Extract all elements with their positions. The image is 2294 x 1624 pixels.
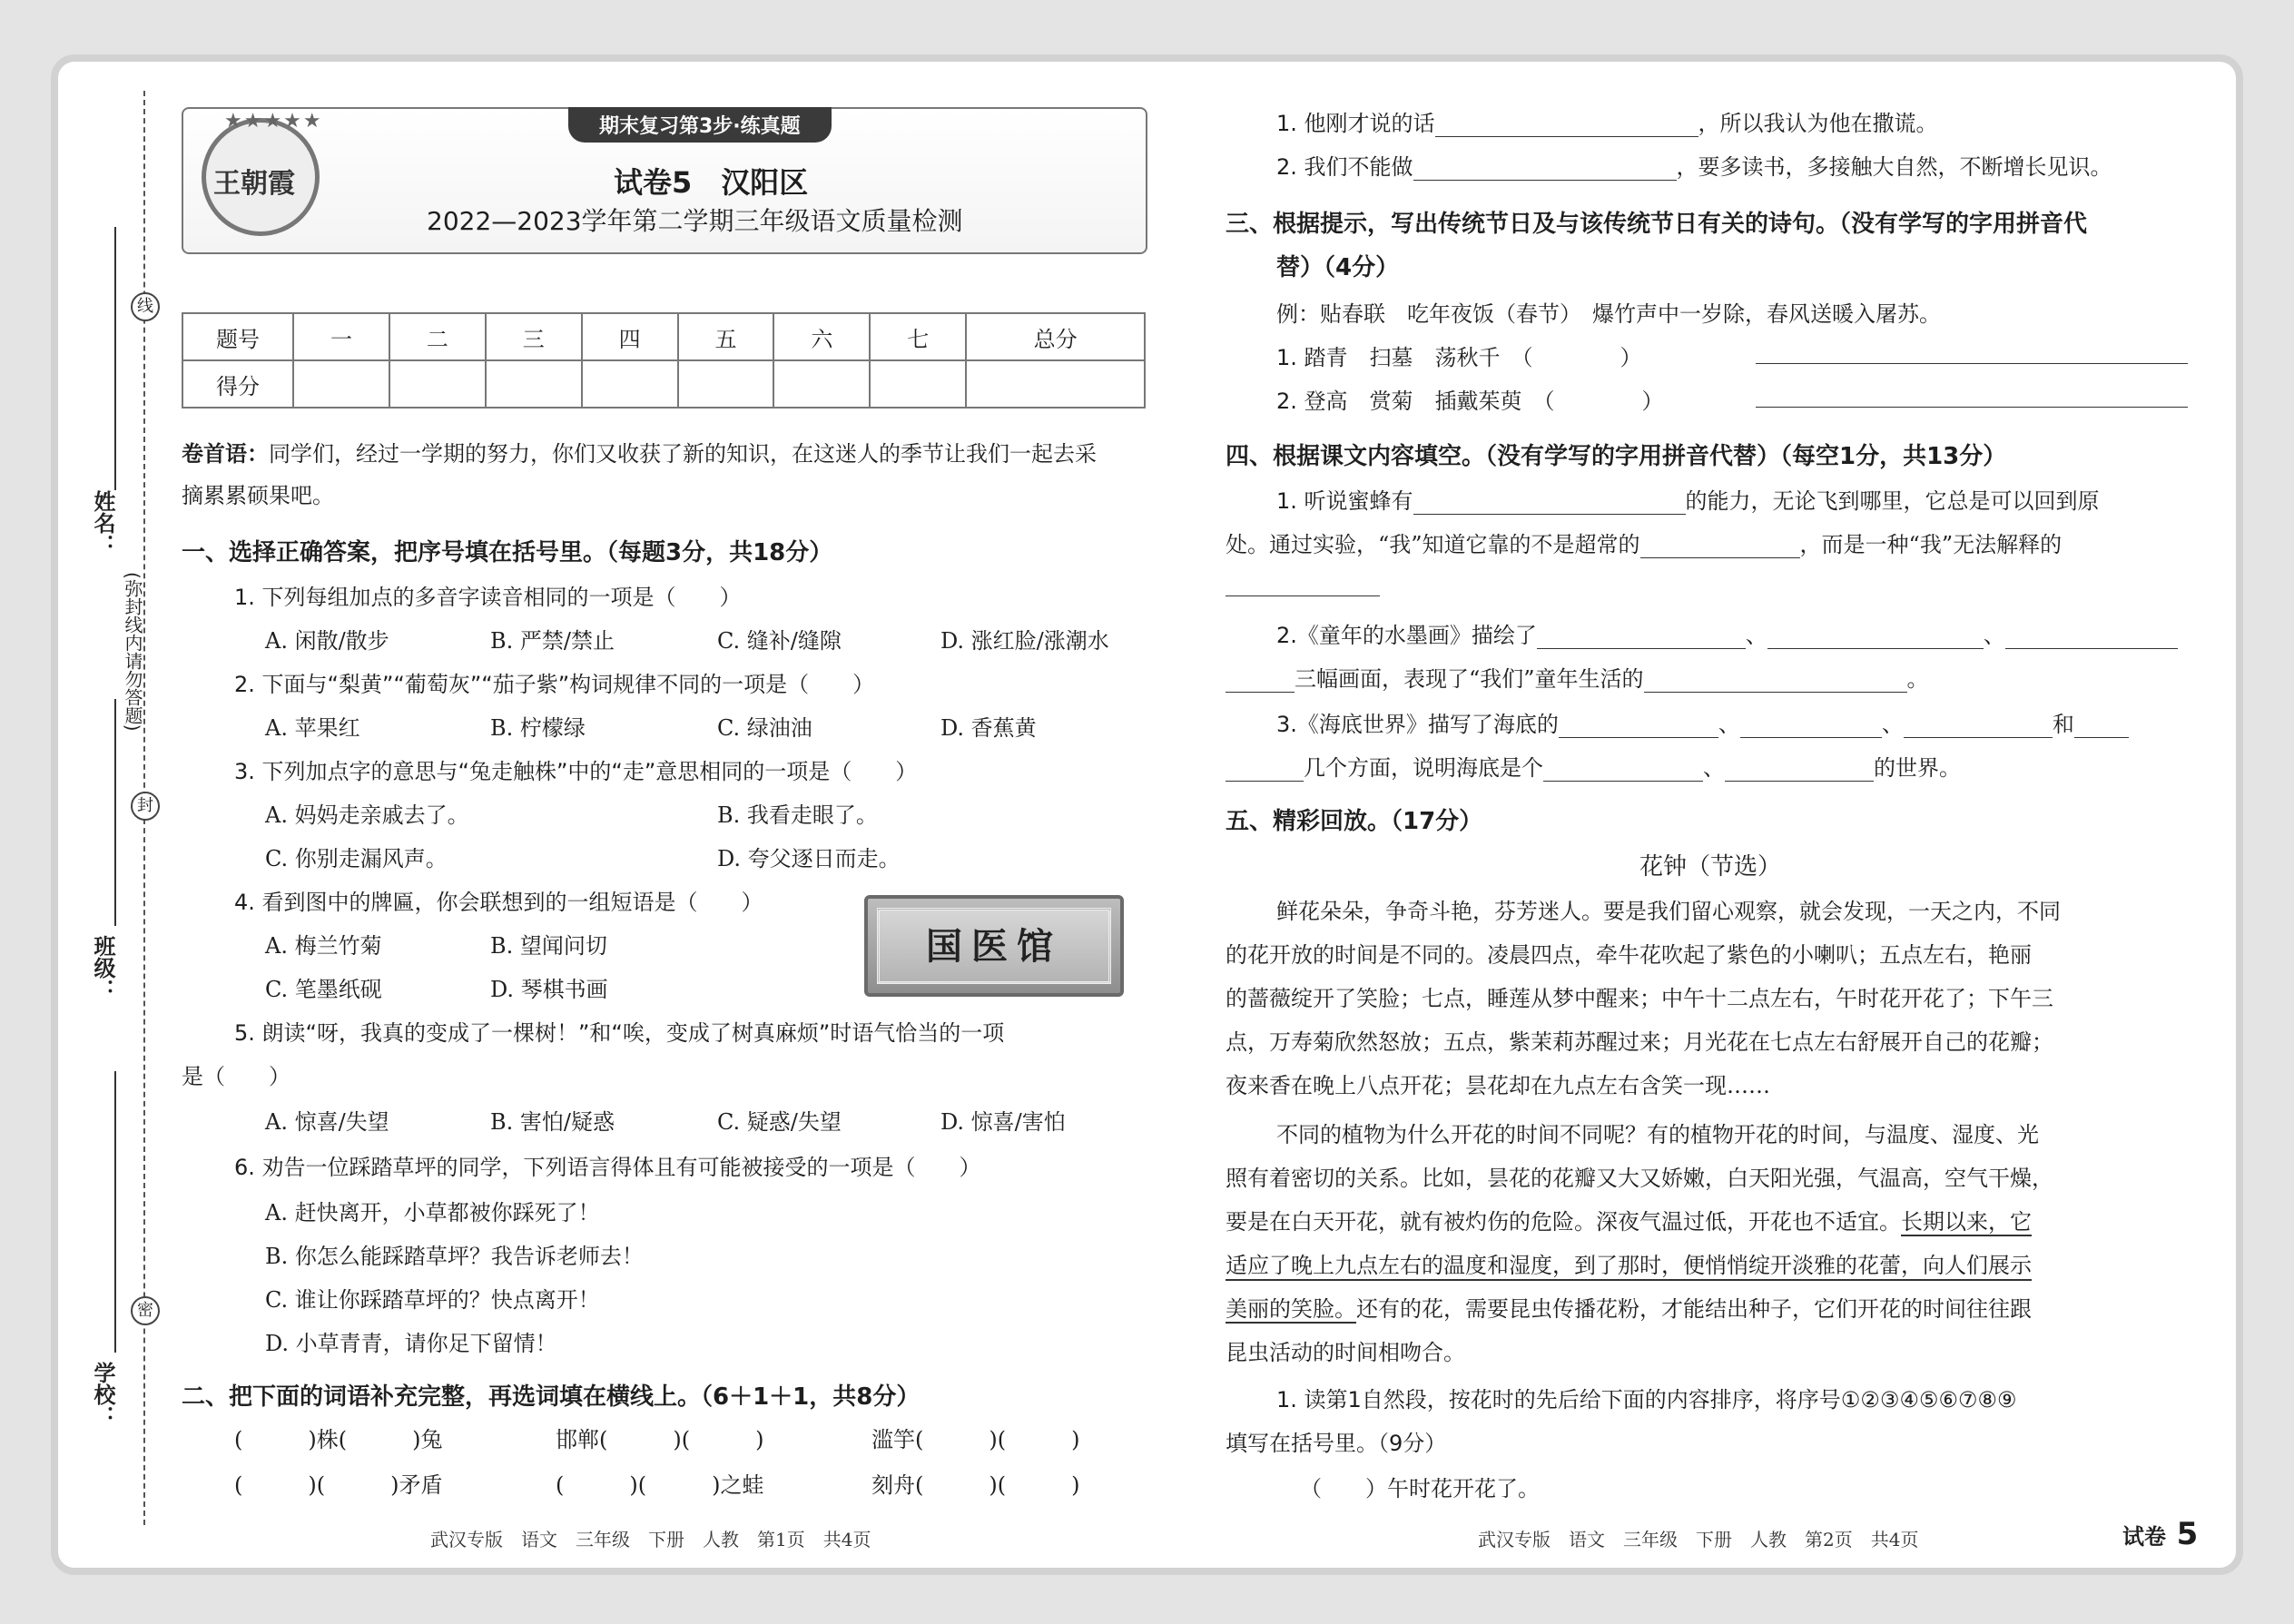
seal-mark-1: 线 — [131, 292, 160, 321]
passage-p1-line-3: 的蔷薇绽开了笑脸；七点，睡莲从梦中醒来；中午十二点左右，午时花开花了；下午三 — [1226, 986, 2053, 1011]
s4-i3-a: 3.《海底世界》描写了海底的 — [1276, 712, 1559, 737]
footer-left: 武汉专版 语文 三年级 下册 人教 第1页 共4页 — [430, 1529, 871, 1550]
s4-i2-b: 三幅画面，表现了“我们”童年生活的 — [1295, 666, 1644, 692]
q2-option-d[interactable]: D. 香蕉黄 — [940, 715, 1037, 741]
s5-q1-line-1: 1. 读第1自然段，按花时的先后给下面的内容排序，将序号①②③④⑤⑥⑦⑧⑨ — [1276, 1387, 2017, 1412]
blank[interactable] — [1543, 755, 1703, 782]
s4-i1-a: 1. 听说蜜蜂有 — [1276, 488, 1413, 514]
score-cell[interactable] — [870, 360, 966, 408]
q6-option-c[interactable]: C. 谁让你踩踏草坪的？快点离开！ — [265, 1287, 600, 1313]
idiom-3[interactable]: 滥竽( )( ) — [871, 1427, 1080, 1452]
passage-p1-line-2: 的花开放的时间是不同的。凌晨四点，牵牛花吹起了紫色的小喇叭；五点左右，艳丽 — [1226, 942, 2032, 968]
score-row2-label: 得分 — [182, 360, 293, 408]
section3-item-2 — [1276, 383, 1664, 415]
s4-i1-b: 的能力，无论飞到哪里，它总是可以回到原 — [1685, 488, 2100, 514]
q1-option-c[interactable]: C. 缝补/缝隙 — [717, 628, 842, 654]
preface-text-1: 同学们，经过一学期的努力，你们又收获了新的知识，在这迷人的季节让我们一起去采 — [269, 441, 1097, 467]
q5-option-b[interactable]: B. 害怕/疑惑 — [490, 1109, 615, 1135]
blank[interactable] — [1644, 666, 1907, 693]
blank[interactable] — [1904, 712, 2053, 738]
s4-i3-c: 的世界。 — [1874, 755, 1961, 781]
section3-item-1 — [1276, 340, 1642, 371]
score-cell[interactable] — [293, 360, 389, 408]
q1-option-b[interactable]: B. 严禁/禁止 — [490, 628, 615, 654]
q3-option-d[interactable]: D. 夸父逐日而走。 — [717, 846, 901, 871]
passage-p1-line-4: 点，万寿菊欣然怒放；五点，紫茉莉苏醒过来；月光花在七点左右舒展开自己的花瓣； — [1226, 1029, 2053, 1055]
idiom-4[interactable]: ( )( )矛盾 — [234, 1472, 443, 1498]
s4-item3-line2 — [1226, 750, 1961, 782]
section4-title: 四、根据课文内容填空。（没有学写的字用拼音代替）（每空1分，共13分） — [1226, 443, 2007, 470]
score-col-7: 七 — [870, 313, 966, 360]
score-table — [182, 312, 1146, 408]
preface-line-2: 摘累累硕果吧。 — [182, 483, 334, 508]
score-col-5: 五 — [678, 313, 774, 360]
q5-stem-1: 5. 朗读“呀，我真的变成了一棵树！”和“唉，变成了树真麻烦”时语气恰当的一项 — [234, 1020, 1005, 1046]
s4-item1-line1 — [1276, 483, 2100, 515]
passage-p2-line-4: 适应了晚上九点左右的温度和湿度，到了那时，便悄悄绽开淡雅的花蕾，向人们展示 — [1226, 1247, 2032, 1281]
section3-title-1: 三、根据提示，写出传统节日及与该传统节日有关的诗句。（没有学写的字用拼音代 — [1226, 211, 2088, 238]
s4-item1-line2 — [1226, 527, 2062, 558]
footer-number: 5 — [2176, 1516, 2199, 1552]
q5-option-d[interactable]: D. 惊喜/害怕 — [940, 1109, 1066, 1135]
score-col-3: 三 — [486, 313, 582, 360]
q2-option-b[interactable]: B. 柠檬绿 — [490, 715, 586, 741]
s5-q1-line-2: 填写在括号里。（9分） — [1226, 1431, 1447, 1456]
passage-p2-line-1: 不同的植物为什么开花的时间不同呢？有的植物开花的时间，与温度、湿度、光 — [1276, 1122, 2039, 1147]
q2-stem: 2. 下面与“梨黄”“葡萄灰”“茄子紫”构词规律不同的一项是（ ） — [234, 672, 875, 697]
q1-option-d[interactable]: D. 涨红脸/涨潮水 — [940, 628, 1109, 654]
q6-option-d[interactable]: D. 小草青青，请你足下留情！ — [265, 1331, 557, 1356]
s2-sentence-2 — [1276, 149, 2112, 181]
q6-option-b[interactable]: B. 你怎么能踩踏草坪？我告诉老师去！ — [265, 1244, 644, 1269]
passage-title: 花钟（节选） — [1639, 853, 1782, 881]
score-cell[interactable] — [582, 360, 678, 408]
q4-option-d[interactable]: D. 琴棋书画 — [490, 977, 608, 1002]
score-cell[interactable] — [966, 360, 1145, 408]
q1-stem: 1. 下列每组加点的多音字读音相同的一项是（ ） — [234, 585, 742, 610]
s4-item3-line1 — [1276, 706, 2129, 738]
header-logo — [202, 110, 323, 236]
footer-label: 试卷 — [2122, 1524, 2166, 1550]
score-col-total: 总分 — [966, 313, 1145, 360]
blank[interactable] — [1226, 755, 1304, 782]
s2-s1-b: ，所以我认为他在撒谎。 — [1698, 111, 1938, 136]
q3-option-b[interactable]: B. 我看走眼了。 — [717, 802, 878, 828]
score-col-6: 六 — [773, 313, 870, 360]
passage-p1-line-5: 夜来香在晚上八点开花；昙花却在九点左右含笑一现…… — [1226, 1073, 1770, 1098]
q3-option-a[interactable]: A. 妈妈走亲戚去了。 — [265, 802, 469, 828]
blank[interactable] — [1413, 154, 1677, 181]
s2-s1-a: 1. 他刚才说的话 — [1276, 111, 1435, 136]
s4-item2-line1 — [1276, 617, 2178, 649]
blank[interactable] — [1435, 111, 1698, 137]
s4-i3-sep2: 、 — [1881, 712, 1904, 737]
s4-i3-sep3: 、 — [1703, 755, 1725, 781]
s2-s2-b: ，要多读书，多接触大自然，不断增长见识。 — [1676, 154, 2112, 180]
q5-option-a[interactable]: A. 惊喜/失望 — [265, 1109, 389, 1135]
name-line[interactable] — [114, 227, 116, 490]
q5-stem-2: 是（ ） — [182, 1064, 290, 1089]
blank[interactable] — [1559, 712, 1718, 738]
footer-paper-label — [2122, 1516, 2198, 1552]
q6-stem: 6. 劝告一位踩踏草坪的同学，下列语言得体且有可能被接受的一项是（ ） — [234, 1155, 981, 1180]
s5-q1-item[interactable]: （ ）午时花开花了。 — [1300, 1476, 1540, 1501]
idiom-6[interactable]: 刻舟( )( ) — [871, 1472, 1080, 1498]
q4-option-a[interactable]: A. 梅兰竹菊 — [265, 933, 382, 959]
paper-subtitle: 2022—2023学年第二学期三年级语文质量检测 — [427, 206, 963, 236]
s4-i1-c: 处。通过实验，“我”知道它靠的不是超常的 — [1226, 532, 1640, 557]
q3-stem: 3. 下列加点字的意思与“兔走触株”中的“走”意思相同的一项是（ ） — [234, 759, 918, 784]
passage-underlined-1: 长期以来，它 — [1901, 1209, 2032, 1235]
section5-title: 五、精彩回放。（17分） — [1226, 808, 1483, 835]
section1-title: 一、选择正确答案，把序号填在括号里。（每题3分，共18分） — [182, 539, 833, 566]
s2-sentence-1 — [1276, 105, 1938, 137]
idiom-1[interactable]: ( )株( )兔 — [234, 1427, 443, 1452]
blank[interactable] — [1767, 623, 1984, 649]
q4-stem: 4. 看到图中的牌匾，你会联想到的一组短语是（ ） — [234, 890, 763, 915]
s4-i1-d: ，而是一种“我”无法解释的 — [1799, 532, 2063, 557]
s4-item1-blank3[interactable] — [1226, 570, 1380, 596]
idiom-5[interactable]: ( )( )之蛙 — [556, 1472, 764, 1498]
blank[interactable] — [1413, 488, 1686, 515]
passage-p2-text-3: 要是在白天开花，就有被灼伤的危险。深夜气温过低，开花也不适宜。 — [1226, 1209, 1901, 1235]
q4-option-b[interactable]: B. 望闻问切 — [490, 933, 607, 959]
logo-star-icon: ★★★★★ — [224, 110, 323, 133]
q3-option-c[interactable]: C. 你别走漏风声。 — [265, 846, 448, 871]
s4-i2-sep2: 、 — [1983, 623, 2005, 648]
blank[interactable] — [1537, 623, 1746, 649]
blank[interactable] — [2074, 712, 2129, 738]
preface-line-1 — [182, 436, 1097, 468]
seal-mark-3: 密 — [131, 1296, 160, 1325]
passage-underlined-3: 美丽的笑脸。 — [1226, 1296, 1356, 1322]
preface-label: 卷首语： — [182, 441, 269, 467]
blank[interactable] — [1226, 666, 1295, 693]
s4-i3-sep1: 、 — [1718, 712, 1740, 737]
q6-option-a[interactable]: A. 赶快离开，小草都被你踩死了！ — [265, 1200, 600, 1225]
score-cell[interactable] — [773, 360, 870, 408]
s4-i2-sep1: 、 — [1745, 623, 1767, 648]
score-cell[interactable] — [678, 360, 774, 408]
s4-i3-b: 几个方面，说明海底是个 — [1304, 755, 1543, 781]
blank[interactable] — [1740, 712, 1882, 738]
logo-text: 王朝霞 — [213, 168, 295, 200]
paper-title: 试卷5 汉阳区 — [614, 165, 809, 200]
q1-option-a[interactable]: A. 闲散/散步 — [265, 628, 389, 654]
plaque-image — [864, 895, 1124, 997]
s4-i3-and: 和 — [2052, 712, 2074, 737]
school-line[interactable] — [114, 1071, 116, 1353]
score-col-4: 四 — [582, 313, 678, 360]
footer-right: 武汉专版 语文 三年级 下册 人教 第2页 共4页 — [1478, 1529, 1919, 1550]
s2-s2-a: 2. 我们不能做 — [1276, 154, 1413, 180]
header-badge: 期末复习第3步·练真题 — [568, 107, 832, 143]
class-line[interactable] — [114, 699, 116, 926]
passage-p2-tail-1: 还有的花，需要昆虫传播花粉，才能结出种子，它们开花的时间往往跟 — [1356, 1296, 2032, 1322]
score-cell[interactable] — [486, 360, 582, 408]
s4-item2-line2 — [1226, 661, 1929, 693]
q2-option-a[interactable]: A. 苹果红 — [265, 715, 360, 741]
score-col-1: 一 — [293, 313, 389, 360]
seal-mark-2: 封 — [131, 792, 160, 821]
passage-p2-line-2: 照有着密切的关系。比如，昙花的花瓣又大又娇嫩，白天阳光强，气温高，空气干燥， — [1226, 1166, 2053, 1191]
q2-option-c[interactable]: C. 绿油油 — [717, 715, 812, 741]
plaque-text: 国医馆 — [926, 926, 1062, 968]
section3-example: 例：贴春联 吃年夜饭（春节） 爆竹声中一岁除，春风送暖入屠苏。 — [1276, 301, 1941, 327]
passage-p2-line-5 — [1226, 1291, 2032, 1323]
section3-title-2: 替）（4分） — [1276, 254, 1400, 281]
seal-note: (弥封线内请勿答题) — [122, 572, 143, 732]
s3-item2-text: 2. 登高 赏菊 插戴茱萸 （ ） — [1276, 389, 1664, 414]
blank[interactable] — [1640, 532, 1800, 558]
s4-i2-a: 2.《童年的水墨画》描绘了 — [1276, 623, 1537, 648]
q5-option-c[interactable]: C. 疑惑/失望 — [717, 1109, 842, 1135]
blank[interactable] — [1725, 755, 1874, 782]
passage-p2-line-6: 昆虫活动的时间相吻合。 — [1226, 1340, 1465, 1365]
section2-title: 二、把下面的词语补充完整，再选词填在横线上。（6＋1＋1，共8分） — [182, 1383, 921, 1411]
s3-item1-blank[interactable] — [1756, 338, 2188, 364]
blank[interactable] — [2005, 623, 2178, 649]
passage-p1-line-1: 鲜花朵朵，争奇斗艳，芬芳迷人。要是我们留心观察，就会发现，一天之内，不同 — [1276, 899, 2061, 924]
passage-p2-line-3 — [1226, 1204, 2032, 1235]
school-label: 学校： — [90, 1362, 115, 1427]
s3-item2-blank[interactable] — [1756, 381, 2188, 408]
q4-option-c[interactable]: C. 笔墨纸砚 — [265, 977, 382, 1002]
score-cell[interactable] — [389, 360, 486, 408]
score-col-2: 二 — [389, 313, 486, 360]
class-label: 班级： — [90, 935, 115, 1000]
name-label: 姓名： — [90, 490, 115, 556]
s4-i2-end: 。 — [1906, 666, 1929, 692]
score-row-label: 题号 — [182, 313, 293, 360]
idiom-2[interactable]: 邯郸( )( ) — [556, 1427, 764, 1452]
s3-item1-text: 1. 踏青 扫墓 荡秋千 （ ） — [1276, 345, 1642, 370]
